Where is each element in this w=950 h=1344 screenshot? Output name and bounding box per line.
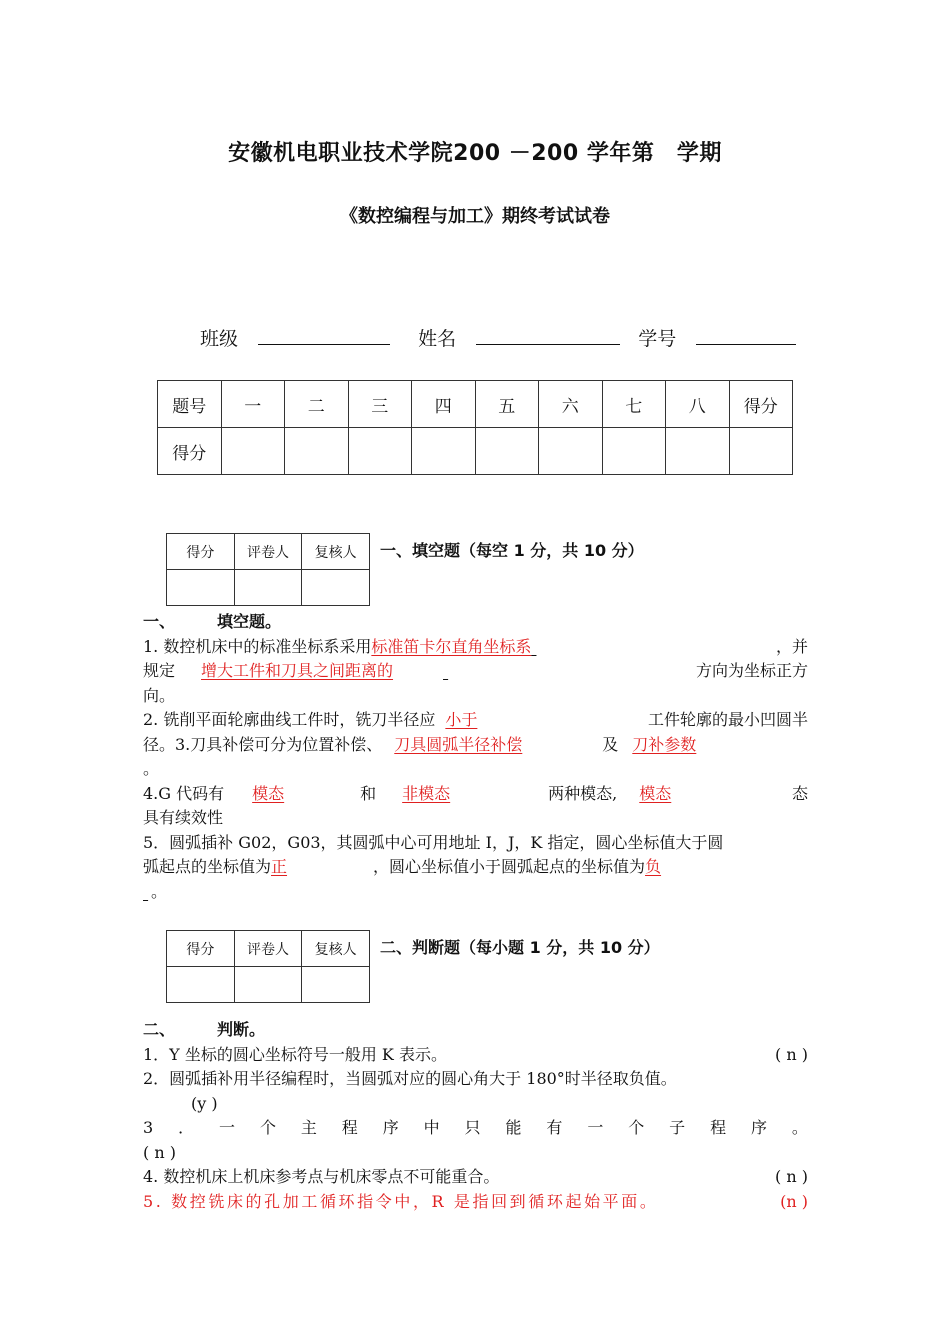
q5-text: 弧起点的坐标值为: [143, 857, 272, 876]
judge-q3-char: 个: [259, 1118, 276, 1137]
q5-line1: 5．圆弧插补 G02，G03，其圆弧中心可用地址 I，J，K 指定，圆心坐标值大于圆: [143, 832, 724, 852]
section2-grader-table: [166, 930, 370, 1003]
score-row-label: 得分: [158, 428, 222, 475]
grader-header: 评卷人: [234, 534, 302, 570]
score-cell[interactable]: [666, 428, 730, 475]
grader-cell[interactable]: [302, 967, 370, 1003]
section1-body: [143, 610, 808, 904]
exam-subtitle: 《数控编程与加工》期终考试试卷: [340, 206, 610, 227]
judge-q4-answer: ( n ): [775, 1167, 808, 1186]
q4-answer1: 模态: [252, 783, 285, 803]
judge-q3-char: 主: [300, 1118, 317, 1137]
q1-line1: [143, 635, 808, 660]
score-header-cell: 二: [285, 381, 349, 428]
judge-q5: [143, 1190, 808, 1215]
score-header-cell: 八: [666, 381, 730, 428]
section2-heading: 二、判断题（每小题 1 分，共 10 分）: [380, 938, 660, 957]
score-header-cell: 六: [539, 381, 603, 428]
score-cell[interactable]: [412, 428, 476, 475]
q3-end: 。: [143, 759, 160, 778]
judge-q1-text: 1．Y 坐标的圆心坐标符号一般用 K 表示。: [143, 1044, 447, 1064]
grader-cell[interactable]: [167, 570, 235, 606]
judge-q3-char: 有: [546, 1118, 563, 1137]
q4-text: 态: [791, 783, 808, 803]
score-cell[interactable]: [348, 428, 412, 475]
score-cell[interactable]: [729, 428, 793, 475]
grader-header: 得分: [167, 534, 235, 570]
judge-q1: [143, 1043, 808, 1068]
judge-q3: [143, 1116, 808, 1141]
q1-line2: [143, 659, 808, 684]
score-cell[interactable]: [602, 428, 666, 475]
score-header-cell: 三: [348, 381, 412, 428]
exam-title: 安徽机电职业技术学院200 －200 学年第 学期: [228, 141, 722, 166]
section1-title: [143, 610, 808, 635]
section1-heading: 一、填空题（每空 1 分，共 10 分）: [380, 541, 644, 560]
judge-q3-answer: ( n ): [143, 1142, 176, 1162]
judge-q3-char: 程: [341, 1118, 358, 1137]
q3-answer2: 刀补参数: [632, 734, 697, 754]
section1-title-num: 一、: [143, 612, 176, 631]
class-label: 班级: [200, 328, 239, 350]
judge-q1-answer: ( n ): [775, 1044, 808, 1064]
judge-q3-char: ．: [178, 1118, 195, 1137]
score-cell[interactable]: [539, 428, 603, 475]
section2-title-num: 二、: [143, 1020, 176, 1039]
q1-text: 规定: [143, 661, 176, 680]
grader-cell[interactable]: [234, 570, 302, 606]
q1-text: 方向为坐标正方: [695, 661, 808, 680]
name-label: 姓名: [418, 328, 457, 350]
score-table-header-row: [158, 381, 793, 428]
score-header-cell: 七: [602, 381, 666, 428]
q2-line1: [143, 708, 808, 733]
judge-q3-char: 能: [505, 1118, 522, 1137]
judge-q3-char: 子: [669, 1118, 686, 1137]
score-cell[interactable]: [285, 428, 349, 475]
judge-q3-char: 中: [423, 1118, 440, 1137]
q4-line2: 具有续效性: [143, 808, 224, 827]
judge-q3-char: 3: [143, 1118, 154, 1137]
judge-q3-char: 程: [710, 1118, 727, 1137]
q4-text: 和: [360, 783, 377, 803]
judge-q4: [143, 1165, 808, 1190]
score-table-score-row: [158, 428, 793, 475]
section2-body: [143, 1018, 808, 1214]
q4-answer2: 非模态: [402, 783, 451, 803]
section1-title-text: 填空题。: [217, 612, 282, 631]
grader-cell[interactable]: [167, 967, 235, 1003]
q5-line2: [143, 855, 808, 880]
score-cell[interactable]: [475, 428, 539, 475]
q5-end: 。: [151, 881, 168, 901]
score-header-cell: 四: [412, 381, 476, 428]
q3-text: 径。3.刀具补偿可分为位置补偿、: [143, 734, 383, 754]
grader-header: 得分: [167, 931, 235, 967]
q1-answer1: 标准笛卡尔直角坐标系: [371, 636, 532, 656]
q1-answer2: 增大工件和刀具之间距离的: [201, 661, 394, 680]
q5-answer2: 负: [645, 857, 662, 876]
judge-q3-char: 序: [382, 1118, 399, 1137]
judge-q3-char: 个: [628, 1118, 645, 1137]
score-header-cell: 一: [221, 381, 285, 428]
q3-answer1: 刀具圆弧半径补偿: [394, 734, 523, 754]
q2-text: 2. 铣削平面轮廓曲线工件时，铣刀半径应: [143, 710, 436, 729]
q2-answer: 小于: [445, 710, 478, 729]
grader-cell[interactable]: [302, 570, 370, 606]
judge-q3-char: 。: [791, 1118, 808, 1137]
judge-q2-text: 2．圆弧插补用半径编程时，当圆弧对应的圆心角大于 180°时半径取负值。: [143, 1069, 677, 1088]
q4-text: 两种模态,: [548, 783, 618, 803]
id-blank[interactable]: [696, 326, 796, 345]
q1-text-end: ，并: [775, 636, 808, 656]
q2-text: 工件轮廓的最小凹圆半: [647, 710, 808, 729]
judge-q2-answer: (y ): [191, 1093, 218, 1113]
section2-title-text: 判断。: [217, 1020, 266, 1039]
judge-q2: [143, 1067, 808, 1092]
judge-q4-text: 4. 数控机床上机床参考点与机床零点不可能重合。: [143, 1167, 500, 1186]
q4-text: 4.G 代码有: [143, 783, 225, 803]
score-cell[interactable]: [221, 428, 285, 475]
name-blank[interactable]: [476, 326, 620, 345]
grader-header: 评卷人: [234, 931, 302, 967]
q2-q3-line: [143, 733, 808, 758]
judge-q3-answer-row: [143, 1141, 808, 1166]
judge-q5-answer: (n ): [780, 1191, 808, 1211]
q3-text: 及: [602, 734, 619, 754]
section1-grader-table: [166, 533, 370, 606]
judge-q3-char: 只: [464, 1118, 481, 1137]
student-info-line: [200, 324, 796, 351]
class-blank[interactable]: [258, 326, 390, 345]
judge-q2-answer-row: [143, 1092, 808, 1117]
section2-title: [143, 1018, 808, 1043]
q1-text: 1. 数控机床中的标准坐标系采用: [143, 636, 372, 656]
q4-answer3: 模态: [639, 783, 672, 803]
q5-line3: [143, 880, 808, 905]
q5-answer1: 正: [271, 857, 288, 876]
judge-q3-char: 一: [219, 1118, 236, 1137]
judge-q3-char: 一: [587, 1118, 604, 1137]
id-label: 学号: [638, 328, 677, 350]
judge-q3-char: 序: [751, 1118, 768, 1137]
q1-line3: 向。: [143, 685, 176, 705]
q4-line1: [143, 782, 808, 807]
q5-text: ，圆心坐标值小于圆弧起点的坐标值为: [373, 857, 646, 876]
judge-q5-text: 5. 数控铣床的孔加工循环指令中，R 是指回到循环起始平面。: [143, 1191, 659, 1211]
grader-cell[interactable]: [234, 967, 302, 1003]
score-header-cell: 五: [475, 381, 539, 428]
score-header-cell: 题号: [158, 381, 222, 428]
grader-header: 复核人: [302, 534, 370, 570]
grader-header: 复核人: [302, 931, 370, 967]
score-header-cell: 得分: [729, 381, 793, 428]
score-table: [157, 380, 793, 475]
